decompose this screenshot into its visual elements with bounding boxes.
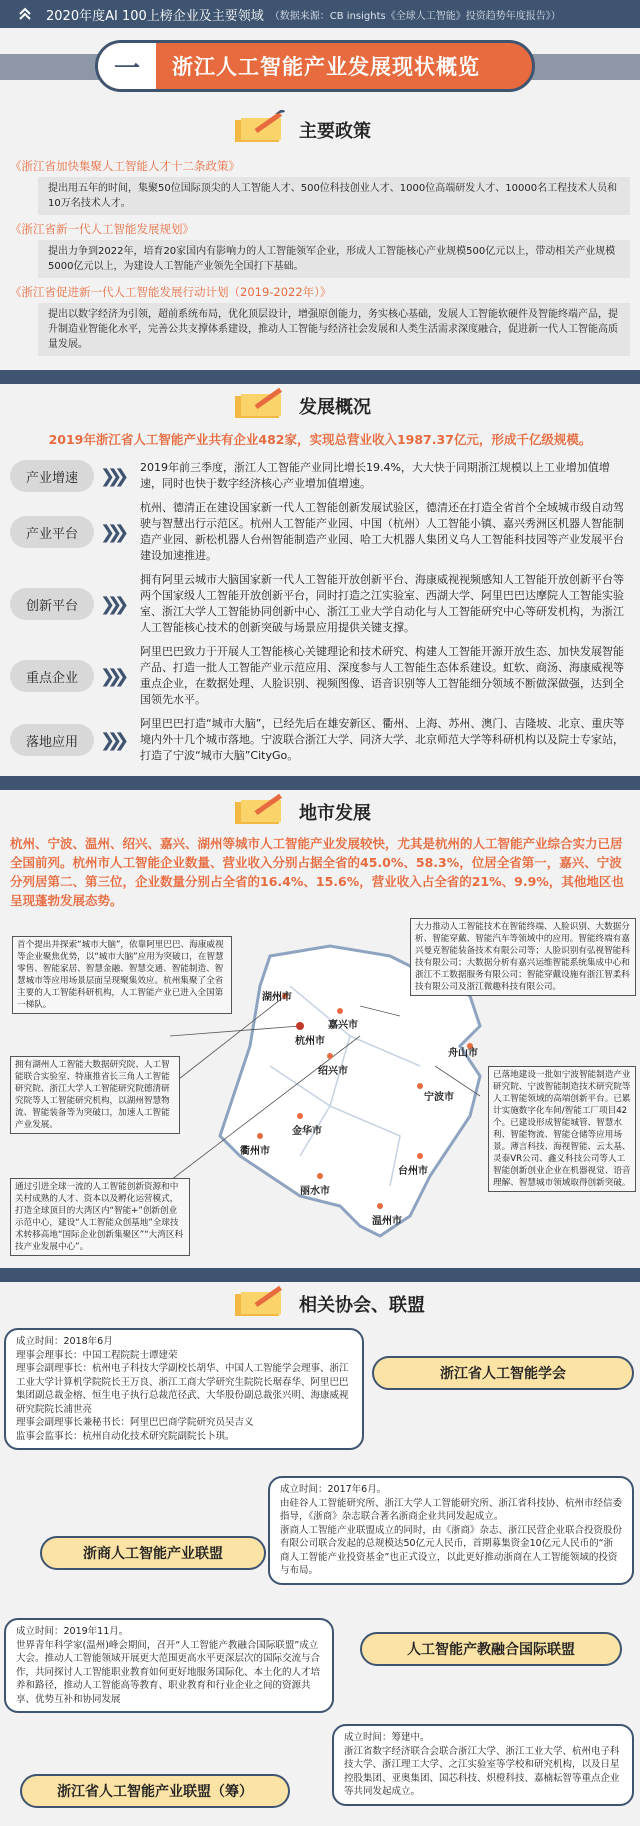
associations-heading: 相关协会、联盟: [299, 1295, 425, 1316]
dev-row-text: 阿里巴巴打造“城市大脑”，已经先后在雄安新区、衢州、上海、苏州、澳门、吉隆坡、北京、重庆等境内外十几个城市落地。宁波联合浙江大学、同济大学、北京师范大学等科研机构以及院士专家站，打造了宁波“城市大脑”CityGo。: [140, 717, 625, 762]
note-huzhou: 拥有湖州人工智能大数据研究院、人工智能联合实验室、特康推省长三角人工智能研究院、浙江大学人工智能研究院德清研究院等人工智能研究机构，以湖州智慧物流、智能装备等为突破口，加速人工智能产业发展。: [10, 1056, 180, 1134]
city-zhoushan: 舟山市: [448, 1048, 478, 1059]
association-text: 成立时间：2017年6月。 由硅谷人工智能研究所、浙江大学人工智能研究所、浙江省科技协、杭州市经信委指导，《浙商》杂志联合著名浙商企业共同发起成立。 浙商人工智能产业联盟成立的同时，由《浙商》杂志、浙江民营企业联合投资股份有限公司联合发起的总规模达50亿元人民币，首期募集资金10亿元人民币的“浙商人工智能产业投资基金”也正式设立，以此更好推动浙商在人工智能领域的投资与布局。: [268, 1476, 634, 1585]
association-name: 浙商人工智能产业联盟: [40, 1536, 266, 1570]
pencil-icon: [235, 110, 291, 150]
development-heading-row: [0, 384, 640, 428]
triple-chevron-right-icon: ❯❯❯: [100, 522, 122, 543]
policy-title: 《浙江省加快集聚人工智能人才十二条政策》: [10, 159, 240, 173]
city-shaoxing: 绍兴市: [318, 1066, 348, 1077]
policy-title: 《浙江省新一代人工智能发展规划》: [10, 222, 194, 236]
dev-row-label: 落地应用: [10, 724, 94, 756]
cities-intro: 杭州、宁波、温州、绍兴、嘉兴、湖州等城市人工智能产业发展较快，尤其是杭州的人工智能产业综合实力已居全国前列。杭州市人工智能企业数量、营业收入分别占据全省的45.0%、58.3%，位居全省第一，嘉兴、宁波分列居第二、第三位，企业数量分别占全省的16.4%、15.6%，营业收入占全省的21%、9.9%，其他地区也呈现蓬勃发展态势。: [10, 836, 624, 908]
association-name: 浙江省人工智能学会: [372, 1356, 634, 1390]
dev-row-label: 创新平台: [10, 588, 94, 620]
dev-row: [0, 712, 640, 768]
dev-row-label: 产业平台: [10, 516, 94, 548]
note-jiaxing: 大力推动人工智能技术在智能终端、人脸识别、大数据分析、智能穿戴、智能汽车等领域中的应用。智能终端有嘉兴曼克智能装备技术有限公司等；人脸识别有弘视智能科技有限公司；大数据分析有嘉兴运维智能系统集成中心和浙江不工数据服务有限公司；智能穿戴设施有浙江智柔科技有限公司及浙江微趣科技有限公司。: [410, 918, 636, 996]
cities-heading-row: [0, 790, 640, 834]
policy-heading: 主要政策: [299, 121, 371, 142]
policy-list: [0, 158, 640, 356]
header-source: （数据来源：CB insights《全球人工智能》投资趋势年度报告》）: [269, 10, 561, 22]
triple-chevron-right-icon: ❯❯❯: [100, 466, 122, 487]
city-lishui: 丽水市: [300, 1186, 330, 1197]
policy-heading-row: [0, 108, 640, 152]
development-intro: 2019年浙江省人工智能产业共有企业482家，实现总营业收入1987.37亿元，形成千亿级规模。: [48, 432, 592, 447]
association-text: 成立时间：2019年11月。 世界青年科学家(温州)峰会期间，召开“人工智能产教融合国际联盟”成立大会。推动人工智能领域开展更大范围更高水平更深层次的国际交流与合作，共同探讨人工智能职业教育如何更好地服务国际化、本土化的人才培养和路径，推动人工智能高等教育、职业教育和行业企业之间的资源共享、优势互补和协同发展: [4, 1618, 334, 1713]
banner-title: 浙江人工智能产业发展现状概览: [172, 55, 480, 79]
associations-panel: [0, 1326, 640, 1826]
triple-chevron-right-icon: ❯❯❯: [100, 666, 122, 687]
dev-row-label: 重点企业: [10, 660, 94, 692]
city-hangzhou: 杭州市: [295, 1036, 325, 1047]
city-taizhou: 台州市: [398, 1166, 428, 1177]
development-heading: 发展概况: [299, 397, 371, 418]
dev-row-text: 阿里巴巴致力于开展人工智能核心关键理论和技术研究、构建人工智能开源开放生态、加快发展智能产品、打造一批人工智能产业示范应用、深度参与人工智能生态体系建设。虹软、商汤、海康威视等重点企业，在数据处理、人脸识别、视频图像、语音识别等人工智能细分领域不断做深做强，达到全国领先水平。: [140, 645, 624, 706]
triple-chevron-right-icon: ❯❯❯: [100, 730, 122, 751]
city-ningbo: 宁波市: [424, 1092, 454, 1103]
zhejiang-map: [0, 916, 640, 1266]
section-banner: [0, 28, 640, 108]
pencil-icon: [235, 1284, 291, 1324]
policy-title: 《浙江省促进新一代人工智能发展行动计划（2019-2022年）》: [10, 285, 332, 299]
policy-body: 提出用五年的时间，集聚50位国际顶尖的人工智能人才、500位科技创业人才、1000位高端研发人才、10000名工程技术人员和10万名技术人才。: [38, 177, 630, 215]
policy-body: 提出以数字经济为引领，超前系统布局，优化顶层设计，增强原创能力，务实核心基础，发展人工智能软硬件及智能终端产品，提升制造业智能化水平，完善公共支撑体系建设，推动人工智能与经济社会发展和人类生活需求深度融合，促进新一代人工智能高质量发展。: [38, 303, 630, 356]
header-title: 2020年度AI 100上榜企业及主要领域: [46, 8, 264, 24]
pencil-icon: [235, 792, 291, 832]
city-jinhua: 金华市: [292, 1126, 322, 1137]
section-divider: [0, 776, 640, 790]
city-quzhou: 衢州市: [240, 1146, 270, 1157]
pencil-icon: [235, 386, 291, 426]
double-chevron-up-icon[interactable]: [18, 7, 32, 21]
city-jiaxing: 嘉兴市: [328, 1020, 358, 1031]
dev-row-label: 产业增速: [10, 460, 94, 492]
association-text: 成立时间：筹建中。 浙江省数字经济联合会联合浙江大学、浙江工业大学、杭州电子科技大学、浙江理工大学、之江实验室等学校和研究机构，以及日星控股集团、亚奥集团、国芯科技、炽橙科技、嘉楠耘智等重点企业等共同发起成立。: [332, 1724, 634, 1806]
dev-row-text: 杭州、德清正在建设国家新一代人工智能创新发展试验区，德清还在打造全省首个全域城市级自动驾驶与智慧出行示范区。杭州人工智能产业园、中国（杭州）人工智能小镇、嘉兴秀洲区机器人智能制造产业园、新松机器人台州智能制造产业园、哈工大机器人集团义乌人工智能科技园等产业发展平台建设加速推进。: [140, 501, 624, 562]
top-bar: [0, 0, 640, 28]
triple-chevron-right-icon: ❯❯❯: [100, 594, 122, 615]
note-wenzhou: 通过引进全球一流的人工智能创新资源和中关村成熟的人才、资本以及孵化运营模式，打造全球顶目的大湾区内“智能+”创新创业示范中心，建设“人工智能众创基地”全球技术转移高地“国际企业创新集聚区”“大湾区科技产业发展中心”。: [10, 1178, 190, 1256]
policy-body: 提出力争到2022年，培育20家国内有影响力的人工智能领军企业，形成人工智能核心产业规模500亿元以上，带动相关产业规模5000亿元以上，为建设人工智能产业领先全国打下基础。: [38, 240, 630, 278]
city-huzhou: 湖州市: [262, 992, 292, 1003]
city-wenzhou: 温州市: [372, 1216, 402, 1227]
note-ningbo: 已落地建设一批如宁波智能制造产业研究院、宁波智能制造技术研究院等人工智能领域的高端创新平台。已累计实施数字化车间/智能工厂项目42个。已建设形成智能城管、智慧水利、智能物流、智能仓储等应用场景。薄言科技、海视智能、云太基、灵泰VR公司、鑫义科技公司等人工智能创新创业企业在机器视觉、语音理解、智慧城市领域取得创新突破。: [488, 1066, 636, 1192]
note-hangzhou: 首个提出并探索“城市大脑”，依靠阿里巴巴、海康威视等企业聚焦优势，以“城市大脑”应用为突破口，在智慧零售、智能家居、智慧金融、智慧交通、智能制造、智慧城市等应用场景层面呈现聚集效应。杭州集聚了全省主要的人工智能科研机构，人工智能产业已进入全国第一梯队。: [12, 936, 232, 1014]
section-divider: [0, 370, 640, 384]
dev-row-text: 拥有阿里云城市大脑国家新一代人工智能开放创新平台、海康威视视频感知人工智能开放创新平台等两个国家级人工智能开放创新平台，同时打造之江实验室、西湖大学、阿里巴巴达摩院人工智能实验室、浙江大学人工智能协同创新中心、浙江工业大学自动化与人工智能研究中心等研发机构，为浙江人工智能核心技术的创新突破与场景应用提供关键支撑。: [140, 573, 624, 634]
section-divider: [0, 1268, 640, 1282]
association-text: 成立时间：2018年6月 理事会理事长：中国工程院院士谭建荣 理事会副理事长：杭州电子科技大学副校长胡华、中国人工智能学会理事、浙江工业大学计算机学院院长王万良、浙江工商大学研究生院院长琚春华、阿里巴巴集团副总裁金榕、恒生电子执行总裁范径武、大华股份副总裁张兴明、海康威视研究院院长浦世亮 理事会副理事长兼秘书长：阿里巴巴商学院研究员吴吉义 监事会监事长：杭州自动化技术研究院副院长卜琪。: [4, 1328, 364, 1450]
banner-number: 一: [98, 43, 156, 89]
banner-pill: [95, 40, 535, 92]
associations-heading-row: [0, 1282, 640, 1326]
association-name: 浙江省人工智能产业联盟（筹）: [20, 1774, 290, 1808]
association-name: 人工智能产教融合国际联盟: [360, 1632, 622, 1666]
dev-row: [0, 456, 640, 496]
dev-row-text: 2019年前三季度，浙江人工智能产业同比增长19.4%，大大快于同期浙江规模以上工业增加值增速，同时也快于数字经济核心产业增加值增速。: [140, 461, 610, 490]
dev-row: [0, 496, 640, 568]
dev-row: [0, 568, 640, 640]
cities-heading: 地市发展: [299, 803, 371, 824]
dev-row: [0, 640, 640, 712]
